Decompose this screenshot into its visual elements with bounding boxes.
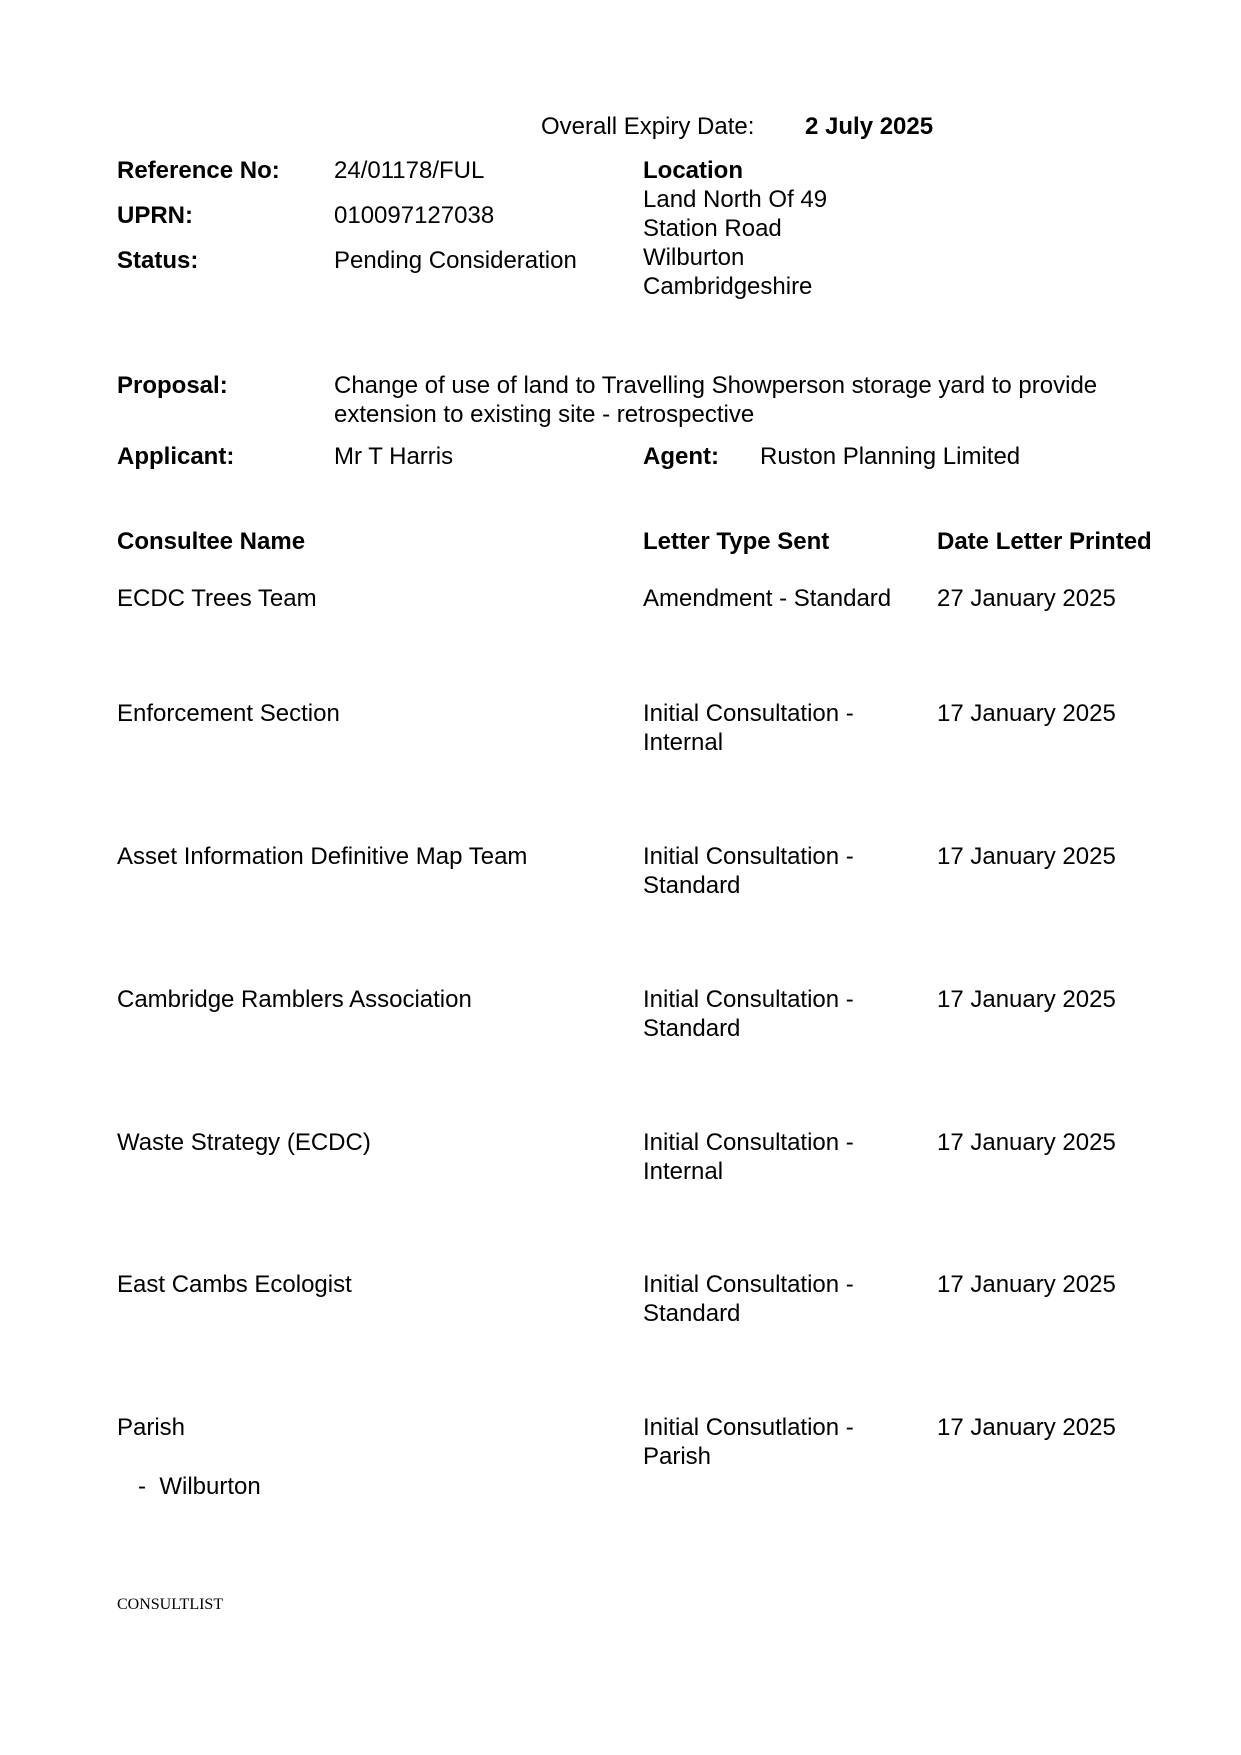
parish-sub-item: - Wilburton (138, 1473, 261, 1500)
applicant-label: Applicant: (117, 443, 235, 470)
status-label: Status: (117, 247, 199, 274)
column-header-consultee: Consultee Name (117, 528, 306, 555)
date-printed: 17 January 2025 (937, 843, 1116, 870)
location-line: Land North Of 49 (643, 186, 828, 213)
date-printed: 17 January 2025 (937, 1271, 1116, 1298)
proposal-line: extension to existing site - retrospective (334, 401, 755, 428)
location-line: Station Road (643, 215, 782, 242)
consultee-name: Enforcement Section (117, 700, 340, 727)
letter-type: Initial Consultation - (643, 1271, 854, 1298)
reference-value: 24/01178/FUL (334, 157, 485, 184)
date-printed: 17 January 2025 (937, 1129, 1116, 1156)
letter-type: Initial Consultation - (643, 700, 854, 727)
letter-type: Initial Consultation - (643, 1129, 854, 1156)
date-printed: 17 January 2025 (937, 700, 1116, 727)
letter-type: Amendment - Standard (643, 585, 892, 612)
location-line: Wilburton (643, 244, 745, 271)
letter-type: Standard (643, 1015, 741, 1042)
date-printed: 17 January 2025 (937, 986, 1116, 1013)
letter-type: Internal (643, 729, 724, 756)
letter-type: Initial Consultation - (643, 843, 854, 870)
date-printed: 27 January 2025 (937, 585, 1116, 612)
letter-type: Standard (643, 1300, 741, 1327)
letter-type: Initial Consultation - (643, 986, 854, 1013)
date-printed: 17 January 2025 (937, 1414, 1116, 1441)
location-line: Cambridgeshire (643, 273, 813, 300)
uprn-label: UPRN: (117, 202, 193, 229)
consultee-name: Waste Strategy (ECDC) (117, 1129, 371, 1156)
consultee-name: Cambridge Ramblers Association (117, 986, 472, 1013)
applicant-value: Mr T Harris (334, 443, 454, 470)
letter-type: Initial Consutlation - (643, 1414, 854, 1441)
letter-type: Parish (643, 1443, 712, 1470)
agent-label: Agent: (643, 443, 719, 470)
consultee-name: East Cambs Ecologist (117, 1271, 352, 1298)
reference-label: Reference No: (117, 157, 280, 184)
status-value: Pending Consideration (334, 247, 577, 274)
column-header-date: Date Letter Printed (937, 528, 1152, 555)
expiry-date-label: Overall Expiry Date: (541, 113, 755, 140)
consultee-name: Asset Information Definitive Map Team (117, 843, 528, 870)
agent-value: Ruston Planning Limited (760, 443, 1021, 470)
letter-type: Standard (643, 872, 741, 899)
location-label: Location (643, 157, 743, 184)
proposal-line: Change of use of land to Travelling Showperson storage yard to provide (334, 372, 1098, 399)
expiry-date-value: 2 July 2025 (805, 113, 934, 140)
proposal-label: Proposal: (117, 372, 228, 399)
uprn-value: 010097127038 (334, 202, 495, 229)
column-header-letter-type: Letter Type Sent (643, 528, 830, 555)
footer-code: CONSULTLIST (117, 1596, 224, 1613)
consultee-name: Parish (117, 1414, 186, 1441)
consultee-name: ECDC Trees Team (117, 585, 317, 612)
letter-type: Internal (643, 1158, 724, 1185)
